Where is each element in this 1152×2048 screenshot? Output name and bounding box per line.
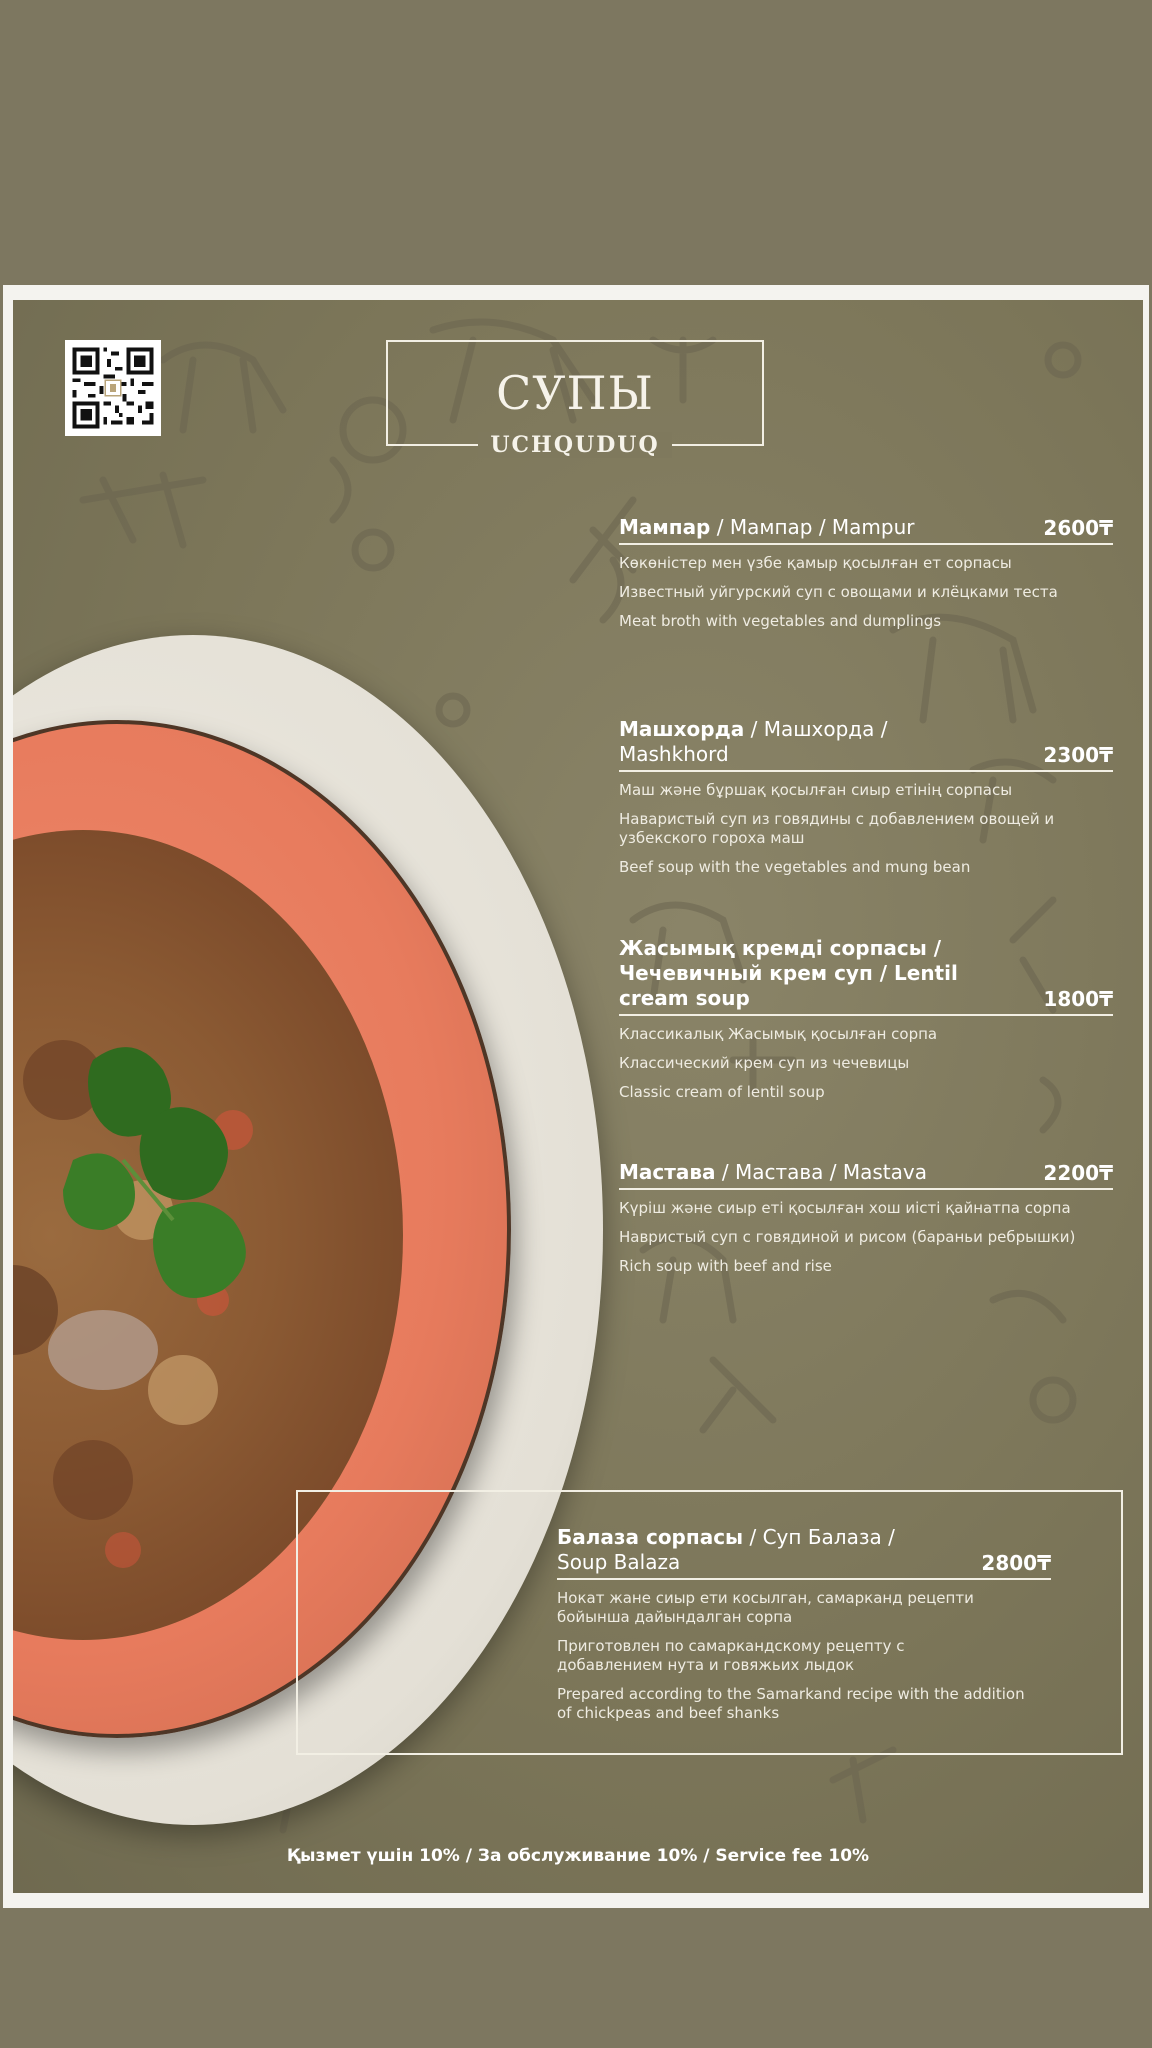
item-title: [557, 1525, 917, 1575]
item-name-rest: / Мастава / Mastava: [715, 1160, 927, 1184]
menu-item-balaza: [557, 1525, 1051, 1723]
menu-item-mastava: [619, 1160, 1113, 1276]
item-desc-ru: Приготовлен по самаркандскому рецепту с добавлением нута и говяжьих лыдок: [557, 1637, 905, 1674]
item-desc-en: Rich soup with beef and rise: [619, 1257, 832, 1275]
menu-poster: [13, 300, 1143, 1893]
item-desc-kz: Көкөністер мен үзбе қамыр қосылған ет сорпасы: [619, 554, 1012, 572]
item-desc-ru: Наваристый суп из говядины с добавлением овощей и узбекского гороха маш: [619, 810, 1055, 847]
item-title: [619, 515, 1113, 540]
item-desc-en: Meat broth with vegetables and dumplings: [619, 612, 942, 630]
item-desc-en: Prepared according to the Samarkand recipe with the addition of chickpeas and beef shanks: [557, 1685, 1025, 1722]
item-desc-kz: Маш және бұршақ қосылған сиыр етінің сорпасы: [619, 781, 1013, 799]
restaurant-name: UCHQUDUQ: [478, 432, 671, 458]
item-price: 2300₸: [1043, 743, 1113, 767]
item-name-bold: Мастава: [619, 1160, 716, 1184]
item-desc-ru: Классический крем суп из чечевицы: [619, 1054, 910, 1072]
item-name-bold: Балаза сорпасы: [557, 1525, 744, 1549]
item-header: [619, 936, 1113, 1016]
item-header: [619, 1160, 1113, 1190]
qr-code[interactable]: [65, 340, 161, 436]
item-header: [619, 717, 1113, 772]
service-fee-note: Қызмет үшін 10% / За обслуживание 10% / Service fee 10%: [286, 1846, 870, 1866]
item-title: [619, 1160, 1113, 1185]
item-desc-en: Classic cream of lentil soup: [619, 1083, 825, 1101]
title-box: [386, 340, 764, 458]
item-desc-kz: Классикалық Жасымық қосылған сорпа: [619, 1025, 938, 1043]
item-price: 2200₸: [1043, 1161, 1113, 1185]
item-name-rest: / Суп Балаза / Soup Balaza: [557, 1525, 895, 1574]
item-desc-kz: Нокат жане сиыр ети косылган, самарканд рецепти бойынша дайындалган сорпа: [557, 1589, 974, 1626]
item-name-rest: / Машхорда / Mashkhord: [619, 717, 888, 766]
menu-page-frame: [3, 285, 1149, 1908]
item-header: [619, 515, 1113, 545]
item-desc-kz: Күріш және сиыр еті қосылған хош иісті қайнатпа сорпа: [619, 1199, 1071, 1217]
menu-item-mashkhorda: [619, 717, 1113, 877]
item-desc-en: Beef soup with the vegetables and mung bean: [619, 858, 971, 876]
item-price: 1800₸: [1043, 987, 1113, 1011]
item-desc-ru: Навристый суп с говядиной и рисом (бараньи ребрышки): [619, 1228, 1076, 1246]
item-header: [557, 1525, 1051, 1580]
item-name-rest: / Мампар / Mampur: [710, 515, 915, 539]
page-title: СУПЫ: [496, 366, 654, 420]
qr-code-icon: [65, 340, 161, 436]
item-title: [619, 936, 979, 1011]
item-price: 2800₸: [981, 1551, 1051, 1575]
item-title: [619, 717, 939, 767]
menu-item-mampar: [619, 515, 1113, 631]
item-price: 2600₸: [1043, 516, 1113, 540]
item-name-bold: Машхорда: [619, 717, 745, 741]
item-name-bold: Мампар: [619, 515, 711, 539]
item-name-bold: Жасымық кремді сорпасы / Чечевичный крем суп / Lentil cream soup: [619, 936, 958, 1010]
item-desc-ru: Известный уйгурский суп с овощами и клёцками теста: [619, 583, 1058, 601]
menu-item-lentil: [619, 936, 1113, 1102]
subtitle-wrap: [388, 432, 762, 458]
